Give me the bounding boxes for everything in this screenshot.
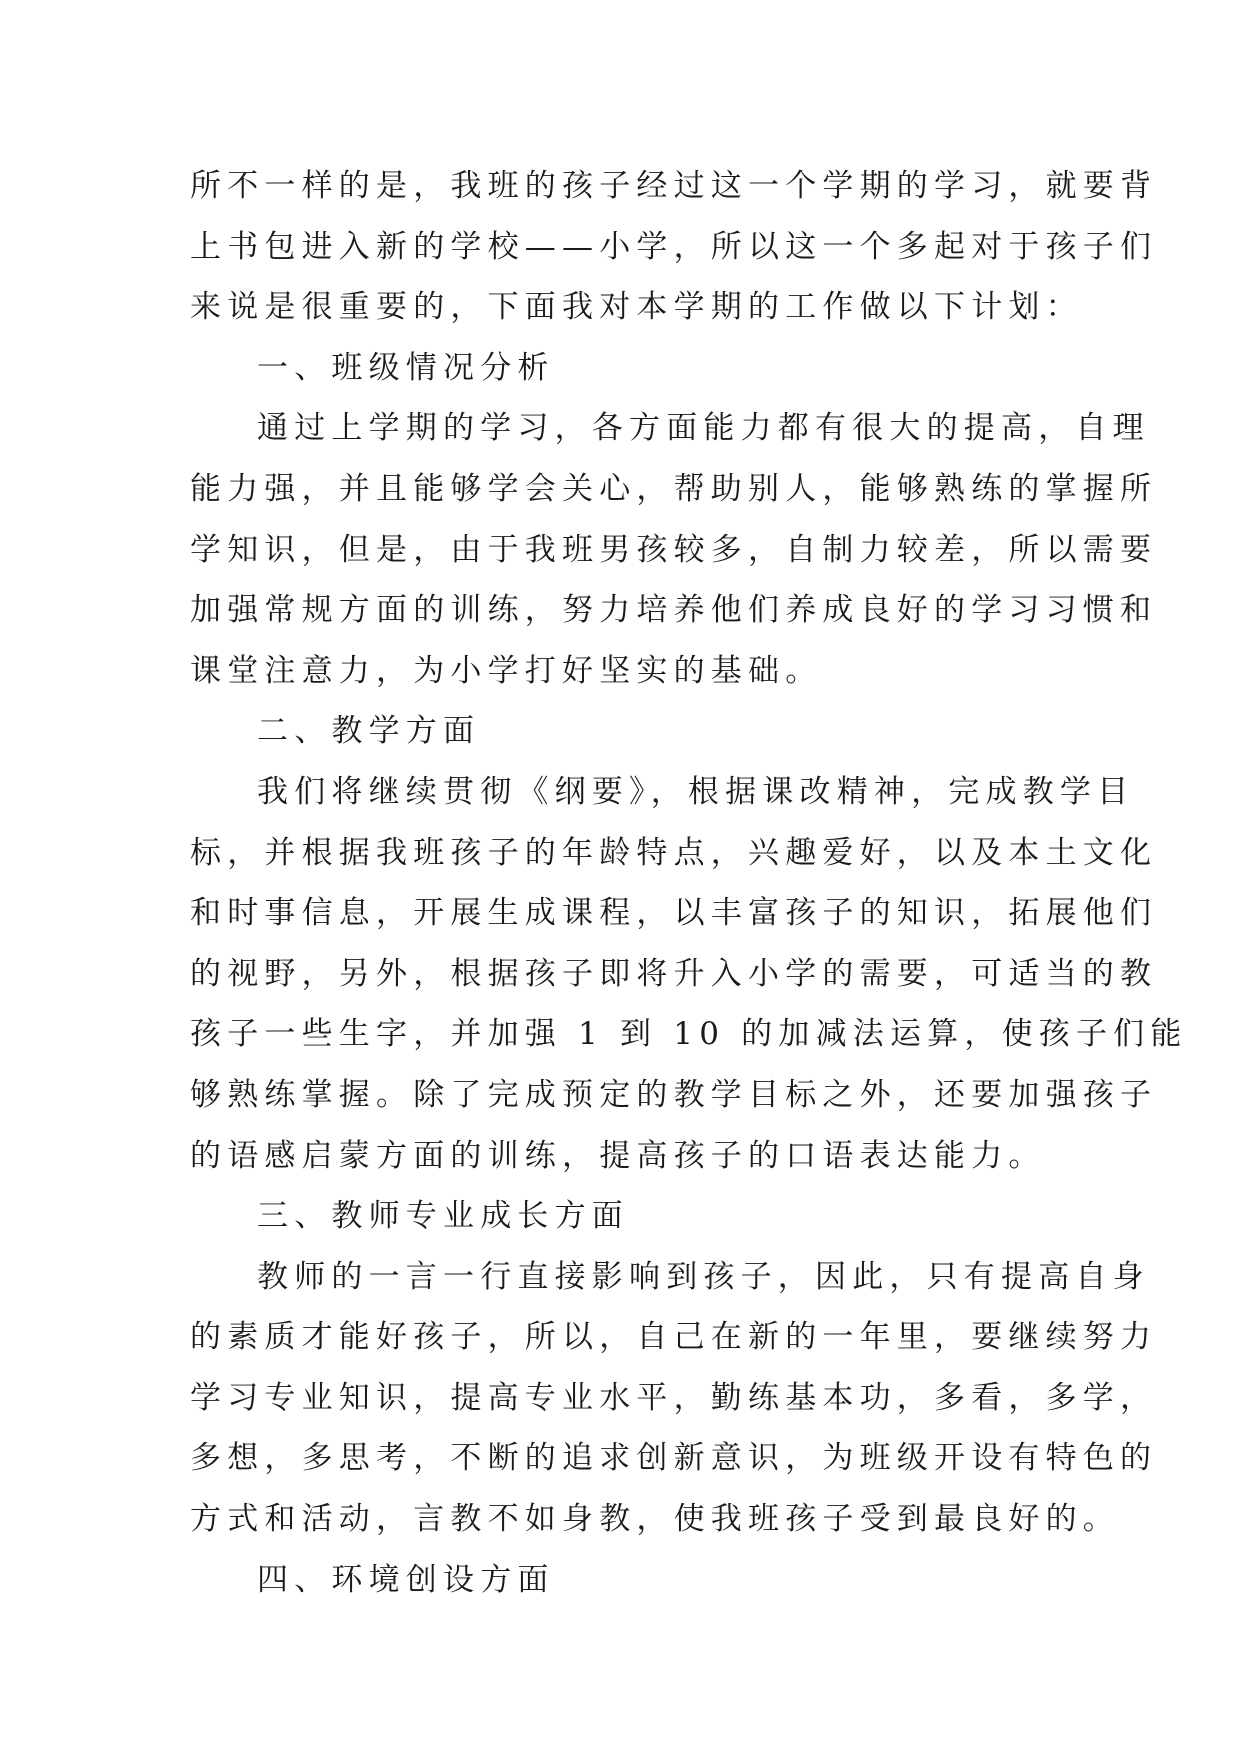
- paragraph-line: 的素质才能好孩子，所以，自己在新的一年里，要继续努力: [190, 1319, 1158, 1356]
- paragraph-line: 通过上学期的学习，各方面能力都有很大的提高，自理: [257, 410, 1150, 447]
- paragraph-line: 学习专业知识，提高专业水平，勤练基本功，多看，多学，: [190, 1379, 1158, 1416]
- paragraph-line: 课堂注意力，为小学打好坚实的基础。: [190, 652, 823, 689]
- paragraph-line: 方式和活动，言教不如身教，使我班孩子受到最良好的。: [190, 1501, 1120, 1538]
- section-heading-1: 一、班级情况分析: [257, 349, 555, 386]
- paragraph-line: 学知识，但是，由于我班男孩较多，自制力较差，所以需要: [190, 531, 1158, 568]
- paragraph-line: 能力强，并且能够学会关心，帮助别人，能够熟练的掌握所: [190, 470, 1158, 507]
- paragraph-line: 多想，多思考，不断的追求创新意识，为班级开设有特色的: [190, 1440, 1158, 1477]
- section-heading-2: 二、教学方面: [257, 713, 481, 750]
- paragraph-line: 我们将继续贯彻《纲要》，根据课改精神，完成教学目: [257, 773, 1135, 810]
- paragraph-line: 够熟练掌握。除了完成预定的教学目标之外，还要加强孩子: [190, 1076, 1158, 1113]
- paragraph-line: 来说是很重要的，下面我对本学期的工作做以下计划：: [190, 289, 1083, 326]
- paragraph-line: 加强常规方面的训练，努力培养他们养成良好的学习习惯和: [190, 592, 1158, 629]
- section-heading-4: 四、环境创设方面: [257, 1561, 555, 1598]
- paragraph-line: 孩子一些生字，并加强 1 到 10 的加减法运算，使孩子们能: [190, 1016, 1188, 1053]
- paragraph-line: 教师的一言一行直接影响到孩子，因此，只有提高自身: [257, 1258, 1150, 1295]
- paragraph-line: 上书包进入新的学校——小学，所以这一个多起对于孩子们: [190, 228, 1158, 265]
- section-heading-3: 三、教师专业成长方面: [257, 1198, 629, 1235]
- paragraph-line: 所不一样的是，我班的孩子经过这一个学期的学习，就要背: [190, 168, 1158, 204]
- paragraph-line: 的视野，另外，根据孩子即将升入小学的需要，可适当的教: [190, 955, 1158, 992]
- paragraph-line: 标，并根据我班孩子的年龄特点，兴趣爱好，以及本土文化: [190, 834, 1158, 871]
- document-body: [190, 156, 1188, 1610]
- paragraph-line: 和时事信息，开展生成课程，以丰富孩子的知识，拓展他们: [190, 895, 1158, 932]
- paragraph-line: 的语感启蒙方面的训练，提高孩子的口语表达能力。: [190, 1137, 1046, 1174]
